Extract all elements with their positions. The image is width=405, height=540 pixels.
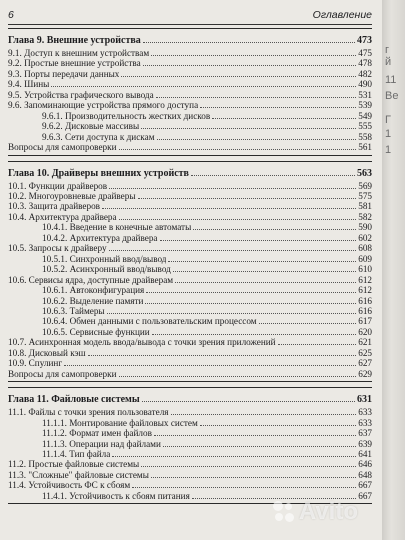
toc-entry-page: 625 bbox=[358, 347, 372, 358]
toc-entry-page: 616 bbox=[358, 305, 372, 316]
toc-entry-title: 9.6. Запоминающие устройства прямого доступа bbox=[8, 100, 199, 111]
edge-glyph: Ве bbox=[385, 90, 399, 102]
edge-glyph: 11 bbox=[385, 74, 397, 86]
toc-entry-title: 10.1. Функции драйверов bbox=[8, 180, 108, 191]
page-number: 6 bbox=[8, 9, 14, 21]
dot-leader bbox=[132, 487, 356, 488]
toc-entry-title: 9.1. Доступ к внешним устройствам bbox=[8, 48, 150, 58]
toc-entry[interactable] bbox=[8, 348, 372, 358]
edge-glyph: 1 bbox=[385, 128, 392, 140]
running-title: Оглавление bbox=[312, 9, 372, 21]
toc-entry-title: 10.6.3. Таймеры bbox=[42, 305, 105, 316]
toc-entry-title: 10.5.1. Синхронный ввод/вывод bbox=[42, 253, 167, 264]
toc-entry-title: 9.4. Шины bbox=[8, 79, 50, 90]
toc-entry[interactable] bbox=[8, 275, 372, 285]
toc-entry-page: 667 bbox=[358, 490, 372, 501]
toc-entry[interactable] bbox=[8, 90, 372, 100]
dot-leader bbox=[193, 229, 356, 230]
toc-entry-page: 620 bbox=[358, 326, 372, 337]
toc-entry[interactable] bbox=[8, 100, 372, 110]
dot-leader bbox=[88, 355, 357, 356]
toc-entry-title: 10.4. Архитектура драйвера bbox=[8, 211, 117, 222]
toc-entry[interactable] bbox=[8, 306, 372, 316]
toc-entry[interactable] bbox=[8, 243, 372, 253]
toc-entry-title: 10.7. Асинхронная модель ввода/вывода с точки зрения приложений bbox=[8, 337, 276, 348]
toc-entry-title: 10.6. Сервисы ядра, доступные драйверам bbox=[8, 274, 174, 285]
dot-leader bbox=[175, 282, 356, 283]
toc-entry-page: 478 bbox=[358, 58, 372, 69]
dot-leader bbox=[152, 334, 356, 335]
table-of-contents bbox=[8, 28, 372, 504]
dot-leader bbox=[143, 42, 355, 43]
toc-chapter-entry[interactable] bbox=[8, 393, 372, 406]
toc-entry-title: Вопросы для самопроверки bbox=[8, 368, 117, 379]
toc-entry-title: 10.3. Защита драйверов bbox=[8, 201, 100, 212]
toc-entry-page: 646 bbox=[358, 459, 372, 470]
toc-entry[interactable] bbox=[8, 439, 372, 449]
toc-entry[interactable] bbox=[8, 111, 372, 121]
dot-leader bbox=[259, 323, 357, 324]
dot-leader bbox=[107, 313, 357, 314]
toc-entry[interactable] bbox=[8, 142, 372, 152]
toc-entry-title: 10.5. Запросы к драйверу bbox=[8, 243, 107, 254]
toc-chapter-section bbox=[8, 28, 372, 156]
toc-entry-title: Глава 11. Файловые системы bbox=[8, 394, 140, 406]
dot-leader bbox=[278, 344, 357, 345]
dot-leader bbox=[143, 65, 357, 66]
toc-entry-page: 609 bbox=[358, 253, 372, 264]
toc-entry-page: 581 bbox=[358, 201, 372, 212]
toc-entry-title: 10.8. Дисковый кэш bbox=[8, 347, 86, 358]
toc-entry-title: 10.6.2. Выделение памяти bbox=[42, 295, 144, 306]
dot-leader bbox=[51, 86, 356, 87]
toc-entry-title: 10.6.4. Обмен данными с пользовательским процессом bbox=[42, 316, 257, 327]
watermark-text: Avito bbox=[298, 498, 358, 525]
dot-leader bbox=[142, 401, 355, 402]
toc-entry-page: 531 bbox=[358, 89, 372, 100]
dot-leader bbox=[168, 261, 356, 262]
toc-entry-title: 9.6.2. Дисковые массивы bbox=[42, 121, 140, 132]
next-page-edge bbox=[382, 0, 405, 540]
toc-entry-title: 10.6.5. Сервисные функции bbox=[42, 326, 150, 337]
toc-entry[interactable] bbox=[8, 428, 372, 438]
dot-leader bbox=[141, 466, 356, 467]
toc-entry-page: 549 bbox=[358, 110, 372, 121]
toc-entry-page: 475 bbox=[358, 48, 372, 58]
toc-entry-page: 621 bbox=[358, 337, 372, 348]
toc-entry-page: 561 bbox=[358, 142, 372, 153]
edge-glyph: 1 bbox=[385, 144, 392, 156]
dot-leader bbox=[171, 414, 357, 415]
toc-entry-page: 590 bbox=[358, 222, 372, 233]
toc-entry-title: 11.1.4. Тип файла bbox=[42, 448, 111, 459]
toc-entry[interactable] bbox=[8, 121, 372, 131]
dot-leader bbox=[160, 240, 357, 241]
toc-entry[interactable] bbox=[8, 222, 372, 232]
toc-entry-page: 482 bbox=[358, 68, 372, 79]
toc-entry-title: 9.3. Порты передачи данных bbox=[8, 68, 120, 79]
toc-entry-page: 612 bbox=[358, 285, 372, 296]
toc-entry[interactable] bbox=[8, 316, 372, 326]
toc-entry-title: 9.6.3. Сети доступа к дискам bbox=[42, 131, 155, 142]
dot-leader bbox=[191, 175, 355, 176]
dot-leader bbox=[64, 365, 356, 366]
toc-chapter-entry[interactable] bbox=[8, 167, 372, 180]
toc-entry-title: 11.4. Устойчивость ФС к сбоям bbox=[8, 480, 131, 491]
toc-entry-title: 11.2. Простые файловые системы bbox=[8, 459, 140, 470]
toc-entry-page: 641 bbox=[358, 448, 372, 459]
toc-entry-title: 10.4.1. Введение в конечные автоматы bbox=[42, 222, 192, 233]
edge-glyph: й bbox=[385, 56, 392, 68]
toc-entry[interactable] bbox=[8, 264, 372, 274]
toc-entry[interactable] bbox=[8, 201, 372, 211]
toc-entry-page: 490 bbox=[358, 79, 372, 90]
toc-entry[interactable] bbox=[8, 181, 372, 191]
toc-entry[interactable] bbox=[8, 418, 372, 428]
dot-leader bbox=[157, 139, 357, 140]
toc-entry-title: 11.4.1. Устойчивость к сбоям питания bbox=[42, 490, 190, 501]
toc-entry-page: 629 bbox=[358, 368, 372, 379]
toc-entry-page: 617 bbox=[358, 316, 372, 327]
toc-entry-page: 612 bbox=[358, 274, 372, 285]
toc-entry[interactable] bbox=[8, 327, 372, 337]
toc-entry-page: 633 bbox=[358, 417, 372, 428]
toc-entry-title: 10.6.1. Автоконфигурация bbox=[42, 285, 145, 296]
toc-entry-page: 608 bbox=[358, 243, 372, 254]
toc-entry[interactable] bbox=[8, 480, 372, 490]
toc-entry-title: Вопросы для самопроверки bbox=[8, 142, 117, 153]
dot-leader bbox=[200, 107, 356, 108]
toc-entry-page: 667 bbox=[358, 480, 372, 491]
dot-leader bbox=[154, 435, 356, 436]
dot-leader bbox=[156, 97, 357, 98]
toc-entry[interactable] bbox=[8, 449, 372, 459]
toc-entry[interactable] bbox=[8, 191, 372, 201]
toc-entry-page: 627 bbox=[358, 358, 372, 369]
toc-entry[interactable] bbox=[8, 337, 372, 347]
toc-entry[interactable] bbox=[8, 470, 372, 480]
toc-entry-title: 10.9. Спулинг bbox=[8, 358, 63, 369]
toc-chapter-section bbox=[8, 387, 372, 504]
edge-glyph: г bbox=[385, 44, 390, 56]
dot-leader bbox=[151, 477, 356, 478]
toc-entry-page: 473 bbox=[357, 35, 372, 46]
dot-leader bbox=[151, 55, 356, 56]
toc-entry-page: 648 bbox=[358, 469, 372, 480]
toc-entry[interactable] bbox=[8, 459, 372, 469]
dot-leader bbox=[102, 208, 356, 209]
dot-leader bbox=[200, 425, 356, 426]
toc-entry-page: 610 bbox=[358, 264, 372, 275]
toc-entry-page: 555 bbox=[358, 121, 372, 132]
toc-entry[interactable] bbox=[8, 132, 372, 142]
dot-leader bbox=[119, 376, 357, 377]
dot-leader bbox=[145, 303, 356, 304]
toc-entry[interactable] bbox=[8, 79, 372, 89]
dot-leader bbox=[146, 292, 356, 293]
dot-leader bbox=[121, 76, 356, 77]
toc-entry-page: 563 bbox=[357, 167, 372, 179]
toc-chapter-section bbox=[8, 161, 372, 383]
toc-entry-page: 633 bbox=[358, 407, 372, 418]
dot-leader bbox=[173, 271, 356, 272]
toc-entry-page: 539 bbox=[358, 100, 372, 111]
toc-entry-title: 11.1.1. Монтирование файловых систем bbox=[42, 417, 198, 428]
avito-watermark bbox=[273, 498, 358, 526]
toc-entry[interactable] bbox=[8, 358, 372, 368]
toc-entry[interactable] bbox=[8, 407, 372, 417]
dot-leader bbox=[138, 198, 357, 199]
toc-entry-title: 10.4.2. Архитектура драйвера bbox=[42, 232, 158, 243]
toc-entry-page: 616 bbox=[358, 295, 372, 306]
toc-entry[interactable] bbox=[8, 233, 372, 243]
toc-entry-page: 582 bbox=[358, 211, 372, 222]
dot-leader bbox=[112, 456, 356, 457]
toc-entry-title: 9.6.1. Производительность жестких дисков bbox=[42, 110, 211, 121]
toc-entry-page: 602 bbox=[358, 232, 372, 243]
toc-entry-page: 639 bbox=[358, 438, 372, 449]
edge-glyph: Г bbox=[385, 114, 391, 126]
toc-entry[interactable] bbox=[8, 285, 372, 295]
toc-entry-title: 11.3. "Сложные" файловые системы bbox=[8, 469, 149, 480]
toc-entry-page: 569 bbox=[358, 180, 372, 191]
toc-entry-title: Глава 9. Внешние устройства bbox=[8, 35, 141, 46]
toc-entry-page: 637 bbox=[358, 428, 372, 439]
toc-entry-page: 631 bbox=[357, 394, 372, 406]
dot-leader bbox=[119, 149, 357, 150]
toc-chapter-entry[interactable] bbox=[8, 34, 372, 47]
dot-leader bbox=[141, 128, 356, 129]
toc-entry[interactable] bbox=[8, 254, 372, 264]
dot-leader bbox=[163, 446, 356, 447]
dot-leader bbox=[109, 250, 357, 251]
toc-entry[interactable] bbox=[8, 369, 372, 379]
avito-logo-icon bbox=[273, 501, 295, 523]
toc-entry-title: Глава 10. Драйверы внешних устройств bbox=[8, 167, 189, 179]
dot-leader bbox=[119, 219, 357, 220]
toc-entry-page: 558 bbox=[358, 131, 372, 142]
dot-leader bbox=[212, 118, 356, 119]
toc-entry-title: 10.5.2. Асинхронный ввод/вывод bbox=[42, 264, 171, 275]
toc-entry[interactable] bbox=[8, 58, 372, 68]
toc-entry-page: 575 bbox=[358, 190, 372, 201]
toc-entry-title: 9.5. Устройства графического вывода bbox=[8, 89, 154, 100]
toc-entry[interactable] bbox=[8, 48, 372, 58]
running-header bbox=[8, 6, 372, 25]
toc-entry[interactable] bbox=[8, 212, 372, 222]
toc-entry[interactable] bbox=[8, 69, 372, 79]
toc-entry-title: 11.1.2. Формат имен файлов bbox=[42, 428, 152, 439]
dot-leader bbox=[109, 188, 356, 189]
toc-entry-title: 10.2. Многоуровневые драйверы bbox=[8, 190, 136, 201]
toc-entry-title: 9.2. Простые внешние устройства bbox=[8, 58, 141, 69]
toc-entry-title: 11.1.3. Операции над файлами bbox=[42, 438, 161, 449]
toc-entry[interactable] bbox=[8, 296, 372, 306]
toc-entry-title: 11.1. Файлы с точки зрения пользователя bbox=[8, 407, 169, 418]
